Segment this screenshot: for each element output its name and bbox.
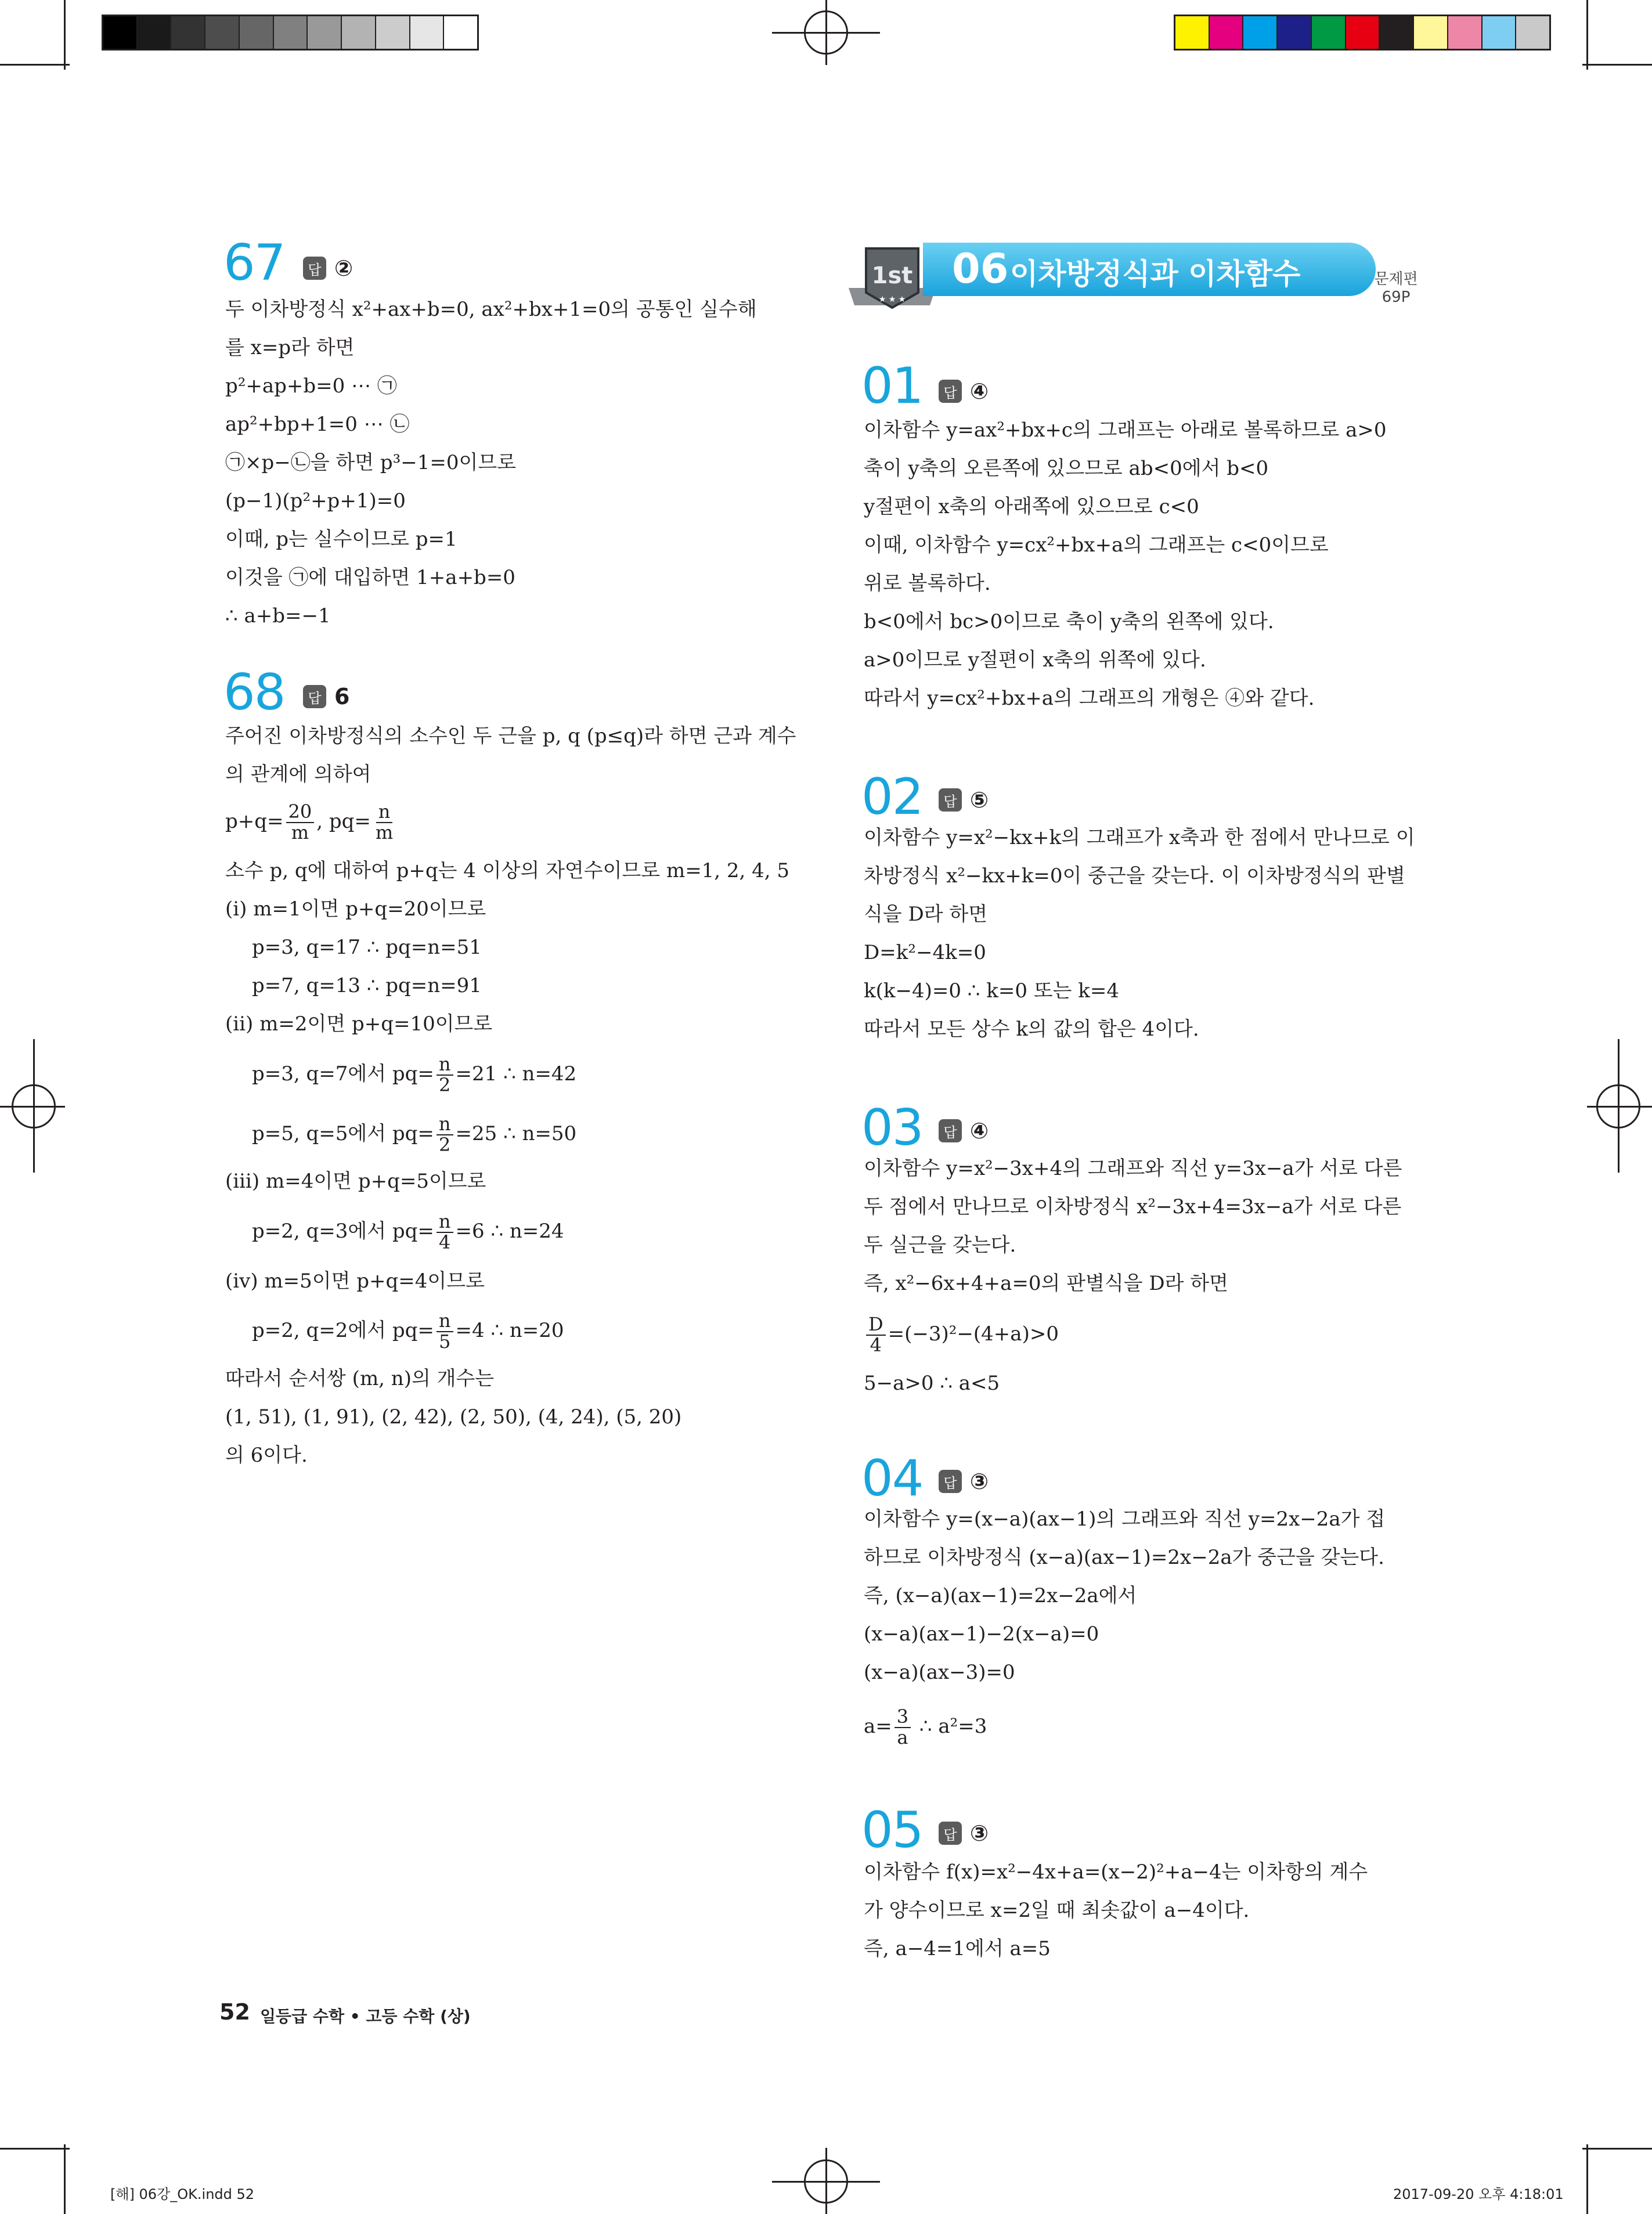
answer-label-box: 답 <box>303 257 326 280</box>
problem-number: 68 <box>223 664 285 722</box>
answer-marker <box>303 255 353 281</box>
text-line: 이차함수 y=ax²+bx+c의 그래프는 아래로 볼록하므로 a>0 <box>864 419 1387 442</box>
text-line: 두 실근을 갖는다. <box>864 1234 1016 1257</box>
problem-number: 01 <box>861 357 923 415</box>
answer-marker <box>939 1820 989 1846</box>
text-line: 가 양수이므로 x=2일 때 최솟값이 a−4이다. <box>864 1899 1250 1922</box>
text-line: 두 이차방정식 x²+ax+b=0, ax²+bx+1=0의 공통인 실수해 <box>225 298 757 321</box>
crop-mark <box>1582 2148 1652 2150</box>
swatch <box>1380 16 1414 49</box>
swatch <box>1483 16 1517 49</box>
text-line: 따라서 모든 상수 k의 값의 합은 4이다. <box>864 1018 1199 1041</box>
text-line: p=7, q=13 ∴ pq=n=91 <box>252 974 482 997</box>
swatch <box>376 16 410 49</box>
answer-value: ② <box>334 255 354 281</box>
answer-marker <box>939 787 989 813</box>
text-line: y절편이 x축의 아래쪽에 있으므로 c<0 <box>864 495 1199 518</box>
answer-label-box: 답 <box>939 1119 962 1142</box>
answer-label-box: 답 <box>303 685 326 708</box>
swatch <box>342 16 376 49</box>
answer-value: ③ <box>970 1820 989 1846</box>
chapter-title: 이차방정식과 이차함수 <box>1010 257 1301 291</box>
answer-marker <box>939 378 989 404</box>
text-line: p=3, q=17 ∴ pq=n=51 <box>252 936 482 959</box>
text-line: D=k²−4k=0 <box>864 941 986 964</box>
swatch <box>240 16 274 49</box>
answer-label-box: 답 <box>939 788 962 812</box>
text-line: 이때, 이차함수 y=cx²+bx+a의 그래프는 c<0이므로 <box>864 533 1329 557</box>
swatch <box>274 16 308 49</box>
swatch <box>1312 16 1346 49</box>
text-line: 이차함수 y=x²−kx+k의 그래프가 x축과 한 점에서 만나므로 이 <box>864 826 1415 849</box>
text-line: 주어진 이차방정식의 소수인 두 근을 p, q (p≤q)라 하면 근과 계수 <box>225 724 796 748</box>
crop-mark <box>0 2148 70 2150</box>
swatch <box>1448 16 1483 49</box>
text-line: ∴ a+b=−1 <box>225 604 331 628</box>
text-line: 즉, a−4=1에서 a=5 <box>864 1937 1051 1960</box>
text-line: (x−a)(ax−1)−2(x−a)=0 <box>864 1622 1099 1646</box>
swatch <box>1346 16 1380 49</box>
text-line: 하므로 이차방정식 (x−a)(ax−1)=2x−2a가 중근을 갖는다. <box>864 1546 1384 1569</box>
problem-number: 02 <box>861 768 923 826</box>
page-number: 52 <box>219 1999 250 2025</box>
crop-mark <box>64 2144 66 2214</box>
answer-label-box: 답 <box>939 380 962 403</box>
text-line: 이때, p는 실수이므로 p=1 <box>225 528 457 551</box>
text-line: 따라서 y=cx²+bx+a의 그래프의 개형은 ④와 같다. <box>864 687 1315 710</box>
problem-number: 05 <box>861 1801 923 1859</box>
text-line: 를 x=p라 하면 <box>225 336 355 359</box>
equation: p=2, q=3에서 pq= $\frac{n}{4}$ =6 ∴ n=24 <box>252 1210 564 1253</box>
swatch <box>1243 16 1278 49</box>
crop-mark <box>1586 0 1588 70</box>
problem-number: 04 <box>861 1449 923 1508</box>
text-line: 이차함수 y=(x−a)(ax−1)의 그래프와 직선 y=2x−2a가 접 <box>864 1508 1386 1531</box>
badge-text: 1st <box>871 262 913 289</box>
chapter-number: 06 <box>952 245 1009 293</box>
equation: a= $\frac{3}{a}$ ∴ a²=3 <box>864 1705 987 1748</box>
answer-marker <box>303 684 349 709</box>
swatch <box>1278 16 1312 49</box>
answer-marker <box>939 1469 989 1494</box>
problem-number: 67 <box>223 234 285 292</box>
text-line: (ⅳ) m=5이면 p+q=4이므로 <box>225 1270 485 1293</box>
equation: p+q= $\frac{20}{m}$ , pq= $\frac{n}{m}$ <box>225 800 394 843</box>
swatch <box>410 16 445 49</box>
text-line: 따라서 순서쌍 (m, n)의 개수는 <box>225 1367 495 1390</box>
swatch <box>1175 16 1210 49</box>
swatch <box>103 16 138 49</box>
swatch <box>1414 16 1448 49</box>
swatch <box>138 16 172 49</box>
crop-mark <box>1586 2144 1588 2214</box>
swatch <box>444 16 477 49</box>
text-line: k(k−4)=0 ∴ k=0 또는 k=4 <box>864 979 1119 1003</box>
answer-value: ③ <box>970 1469 989 1494</box>
text-line: 의 관계에 의하여 <box>225 763 371 786</box>
crop-mark <box>64 0 66 70</box>
text-line: (x−a)(ax−3)=0 <box>864 1661 1015 1684</box>
text-line: (ⅰ) m=1이면 p+q=20이므로 <box>225 897 486 921</box>
text-line: 차방정식 x²−kx+k=0이 중근을 갖는다. 이 이차방정식의 판별 <box>864 864 1405 888</box>
slug-filename: [해] 06강_OK.indd 52 <box>110 2186 255 2202</box>
text-line: 두 점에서 만나므로 이차방정식 x²−3x+4=3x−a가 서로 다른 <box>864 1195 1402 1218</box>
crop-mark <box>0 64 70 66</box>
text-line: 의 6이다. <box>225 1444 308 1467</box>
text-line: (ⅱ) m=2이면 p+q=10이므로 <box>225 1012 493 1036</box>
swatch <box>171 16 205 49</box>
text-line: ㉠×p−㉡을 하면 p³−1=0이므로 <box>225 451 517 474</box>
book-title: 일등급 수학 • 고등 수학 (상) <box>260 2007 471 2026</box>
text-line: (1, 51), (1, 91), (2, 42), (2, 50), (4, 24), (5, 20) <box>225 1405 682 1429</box>
svg-text:★ ★ ★: ★ ★ ★ <box>878 295 906 304</box>
text-line: 위로 볼록하다. <box>864 572 991 595</box>
answer-value: 6 <box>334 684 350 709</box>
text-line: 5−a>0 ∴ a<5 <box>864 1372 1000 1395</box>
answer-value: ④ <box>970 378 989 404</box>
text-line: 즉, (x−a)(ax−1)=2x−2a에서 <box>864 1584 1137 1607</box>
text-line: 소수 p, q에 대하여 p+q는 4 이상의 자연수이므로 m=1, 2, 4, 5 <box>225 859 790 882</box>
text-line: 식을 D라 하면 <box>864 903 988 926</box>
text-line: ap²+bp+1=0 ⋯ ㉡ <box>225 413 410 436</box>
text-line: b<0에서 bc>0이므로 축이 y축의 왼쪽에 있다. <box>864 610 1274 633</box>
answer-value: ⑤ <box>970 787 989 813</box>
swatch <box>1516 16 1549 49</box>
problem-book-ref: 문제편 69P <box>1374 271 1418 306</box>
answer-value: ④ <box>970 1118 989 1144</box>
answer-marker <box>939 1118 989 1144</box>
text-line: 즉, x²−6x+4+a=0의 판별식을 D라 하면 <box>864 1272 1228 1295</box>
equation: p=3, q=7에서 pq= $\frac{n}{2}$ =21 ∴ n=42 <box>252 1053 577 1096</box>
problem-number: 03 <box>861 1099 923 1157</box>
text-line: 이것을 ㉠에 대입하면 1+a+b=0 <box>225 566 515 589</box>
text-line: 이차함수 y=x²−3x+4의 그래프와 직선 y=3x−a가 서로 다른 <box>864 1157 1402 1180</box>
text-line: 축이 y축의 오른쪽에 있으므로 ab<0에서 b<0 <box>864 457 1269 480</box>
equation: p=2, q=2에서 pq= $\frac{n}{5}$ =4 ∴ n=20 <box>252 1310 564 1353</box>
text-line: (ⅲ) m=4이면 p+q=5이므로 <box>225 1170 486 1193</box>
swatch <box>1210 16 1244 49</box>
answer-label-box: 답 <box>939 1822 962 1845</box>
text-line: p²+ap+b=0 ⋯ ㉠ <box>225 374 397 398</box>
swatch <box>205 16 240 49</box>
crop-mark <box>1582 64 1652 66</box>
color-bar <box>1174 15 1551 51</box>
answer-label-box: 답 <box>939 1470 962 1493</box>
text-line: (p−1)(p²+p+1)=0 <box>225 489 406 513</box>
equation: p=5, q=5에서 pq= $\frac{n}{2}$ =25 ∴ n=50 <box>252 1113 577 1156</box>
swatch <box>308 16 342 49</box>
text-line: a>0이므로 y절편이 x축의 위쪽에 있다. <box>864 648 1206 672</box>
text-line: 이차함수 f(x)=x²−4x+a=(x−2)²+a−4는 이차항의 계수 <box>864 1860 1368 1884</box>
equation: $\frac{D}{4}$ =(−3)²−(4+a)>0 <box>864 1311 1059 1357</box>
slug-timestamp: 2017-09-20 오후 4:18:01 <box>1393 2186 1564 2202</box>
grayscale-bar <box>102 15 479 51</box>
